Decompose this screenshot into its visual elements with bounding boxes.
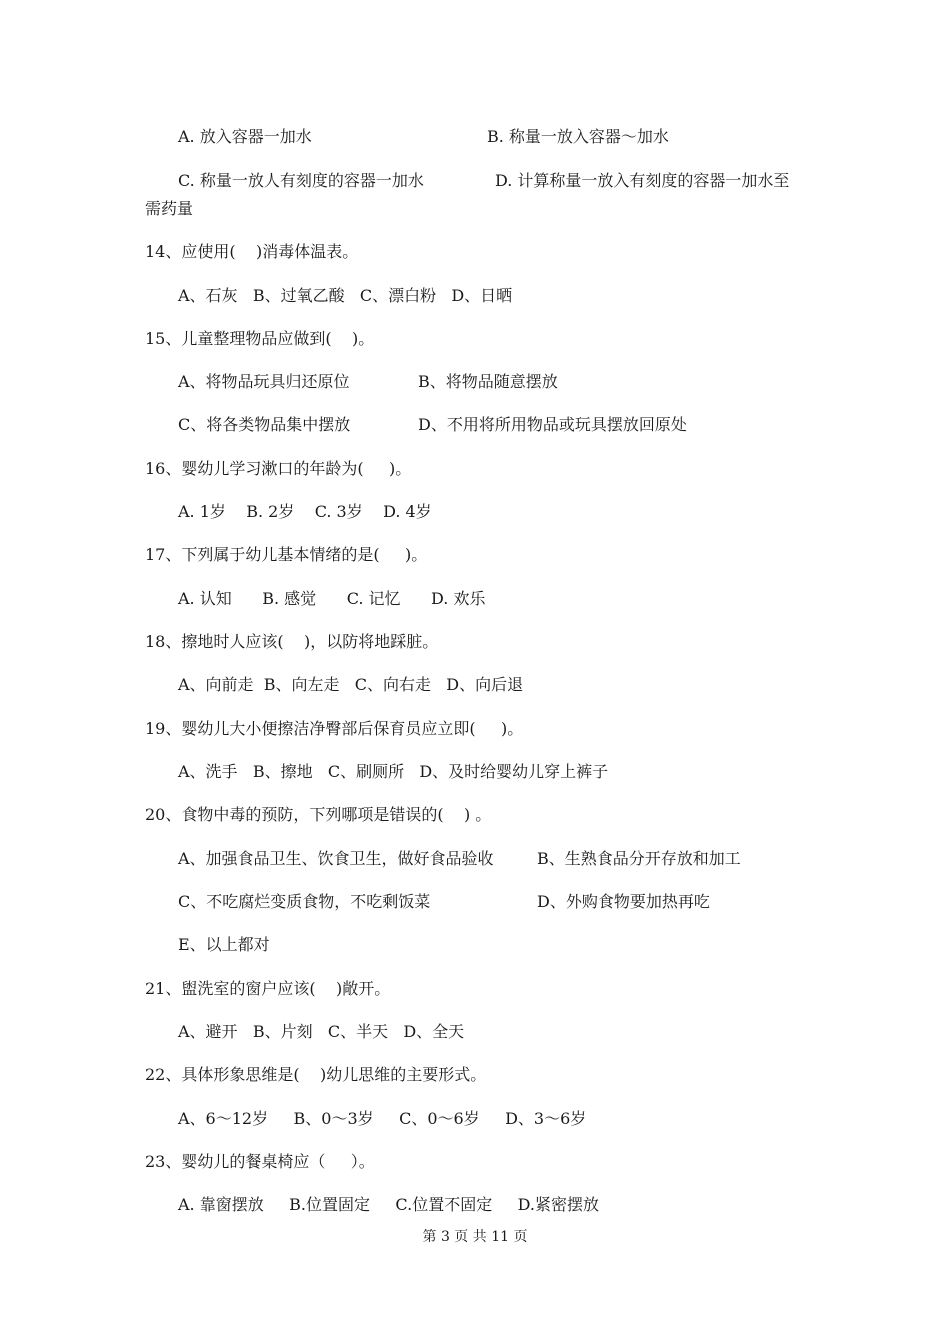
- answer-option: B、生熟食品分开存放和加工: [537, 849, 741, 868]
- question-text: 22、具体形象思维是( )幼儿思维的主要形式。: [145, 1065, 487, 1084]
- answer-option: A. 认知 B. 感觉 C. 记忆 D. 欢乐: [178, 589, 486, 608]
- question-text: 18、擦地时人应该( )，以防将地踩脏。: [145, 632, 439, 651]
- question-text: 14、应使用( )消毒体温表。: [145, 242, 359, 261]
- answer-option: B、将物品随意摆放: [418, 372, 558, 391]
- question-text: 21、盥洗室的窗户应该( )敞开。: [145, 979, 391, 998]
- answer-option: A. 靠窗摆放 B.位置固定 C.位置不固定 D.紧密摆放: [178, 1195, 599, 1214]
- answer-option: A、向前走 B、向左走 C、向右走 D、向后退: [178, 675, 524, 694]
- answer-option: C. 称量一放人有刻度的容器一加水: [178, 171, 424, 190]
- answer-option: A. 放入容器一加水: [178, 127, 312, 146]
- answer-option: A. 1岁 B. 2岁 C. 3岁 D. 4岁: [178, 502, 432, 521]
- answer-option: E、以上都对: [178, 935, 270, 954]
- answer-option: A、加强食品卫生、饮食卫生，做好食品验收: [178, 849, 494, 868]
- answer-option: D、外购食物要加热再吃: [537, 892, 710, 911]
- question-text: 需药量: [145, 199, 194, 218]
- question-text: 19、婴幼儿大小便擦洁净臀部后保育员应立即( )。: [145, 719, 524, 738]
- answer-option: A、洗手 B、擦地 C、刷厕所 D、及时给婴幼儿穿上裤子: [178, 762, 609, 781]
- answer-option: C、不吃腐烂变质食物，不吃剩饭菜: [178, 892, 431, 911]
- answer-option: B. 称量一放入容器～加水: [487, 127, 669, 146]
- question-text: 23、婴幼儿的餐桌椅应（ ）。: [145, 1152, 375, 1171]
- answer-option: A、石灰 B、过氧乙酸 C、漂白粉 D、日晒: [178, 286, 513, 305]
- question-text: 16、婴幼儿学习漱口的年龄为( )。: [145, 459, 412, 478]
- question-text: 15、儿童整理物品应做到( )。: [145, 329, 375, 348]
- answer-option: C、将各类物品集中摆放: [178, 415, 351, 434]
- question-text: 20、食物中毒的预防，下列哪项是错误的( ) 。: [145, 805, 492, 824]
- page-footer: 第 3 页 共 11 页: [422, 1229, 528, 1245]
- answer-option: D、不用将所用物品或玩具摆放回原处: [418, 415, 687, 434]
- answer-option: A、避开 B、片刻 C、半天 D、全天: [178, 1022, 465, 1041]
- answer-option: A、6～12岁 B、0～3岁 C、0～6岁 D、3～6岁: [178, 1109, 587, 1128]
- answer-option: A、将物品玩具归还原位: [178, 372, 350, 391]
- answer-option: D. 计算称量一放入有刻度的容器一加水至: [495, 171, 790, 190]
- question-text: 17、下列属于幼儿基本情绪的是( )。: [145, 545, 428, 564]
